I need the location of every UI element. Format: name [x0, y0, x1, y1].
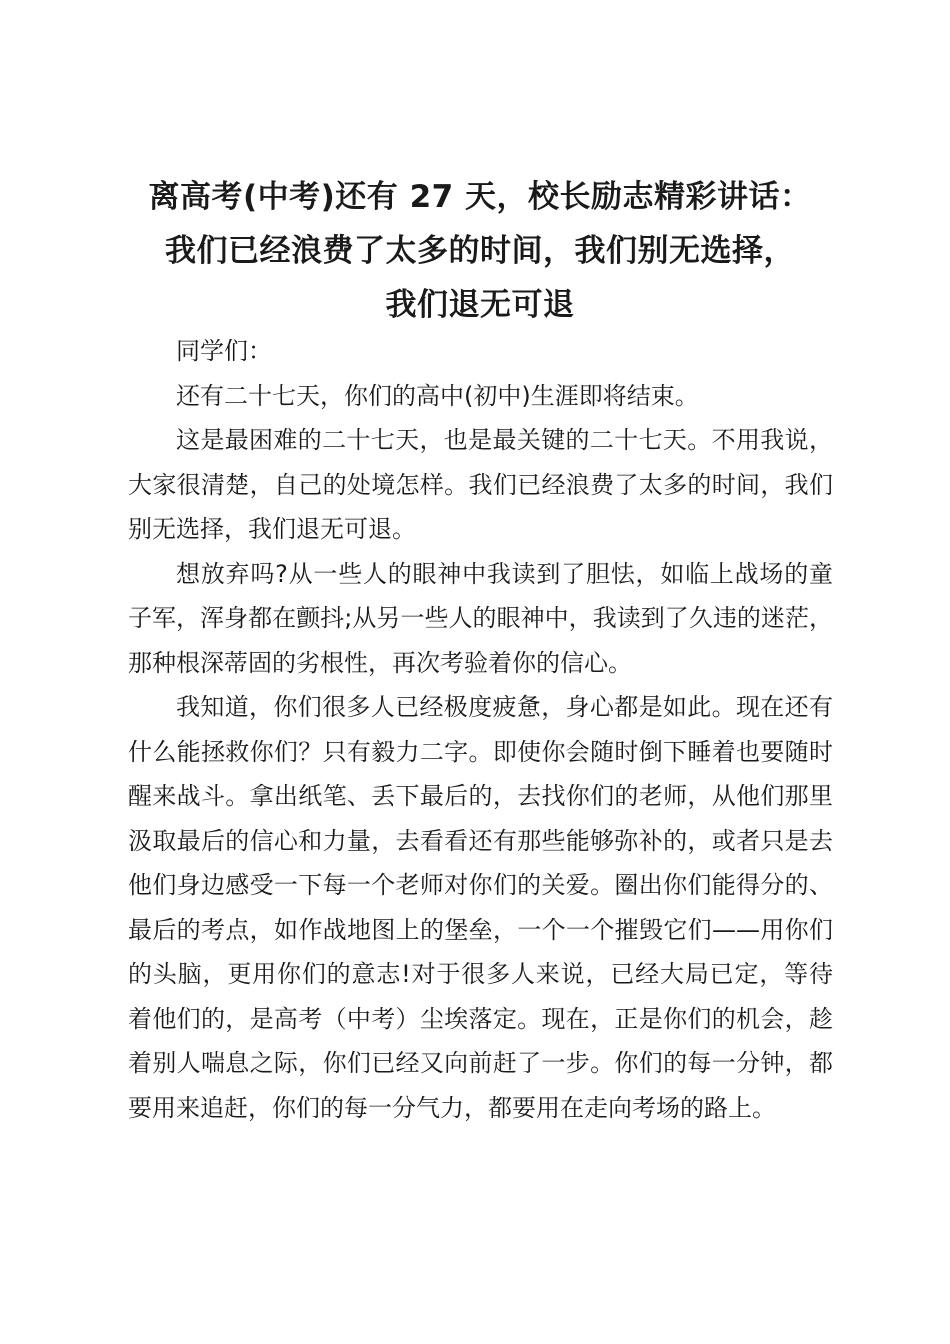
title-line-1: 离高考(中考)还有 27 天，校长励志精彩讲话：: [148, 179, 812, 215]
title-line-3: 我们退无可退: [385, 287, 575, 323]
paragraph-2: 这是最困难的二十七天，也是最关键的二十七天。不用我说，大家很清楚，自己的处境怎样。我们已经浪费了太多的时间，我们别无选择，我们退无可退。: [128, 426, 833, 543]
paragraph-1: 还有二十七天，你们的高中(初中)生涯即将结束。: [176, 381, 699, 410]
title-line-2: 我们已经浪费了太多的时间，我们别无选择，: [165, 233, 795, 269]
document-body: [128, 329, 833, 1130]
paragraph-3: 想放弃吗?从一些人的眼神中我读到了胆怯，如临上战场的童子军，浑身都在颤抖;从另一些人的眼神中，我读到了久违的迷茫，那种根深蒂固的劣根性，再次考验着你的信心。: [128, 559, 833, 677]
document-title: [100, 170, 860, 332]
paragraph-4: 我知道，你们很多人已经极度疲惫，身心都是如此。现在还有什么能拯救你们？只有毅力二字。即使你会随时倒下睡着也要随时醒来战斗。拿出纸笔、丢下最后的，去找你们的老师，从他们那里汲取最后的信心和力量，去看看还有那些能够弥补的，或者只是去他们身边感受一下每一个老师对你们的关爱。圈出你们能得分的、最后的考点，如作战地图上的堡垒，一个一个摧毁它们——用你们的头脑，更用你们的意志!对于很多人来说，已经大局已定，等待着他们的，是高考（中考）尘埃落定。现在，正是你们的机会，趁着别人喘息之际，你们已经又向前赶了一步。你们的每一分钟，都要用来追赶，你们的每一分气力，都要用在走向考场的路上。: [128, 693, 833, 1122]
salutation: 同学们：: [176, 337, 272, 365]
